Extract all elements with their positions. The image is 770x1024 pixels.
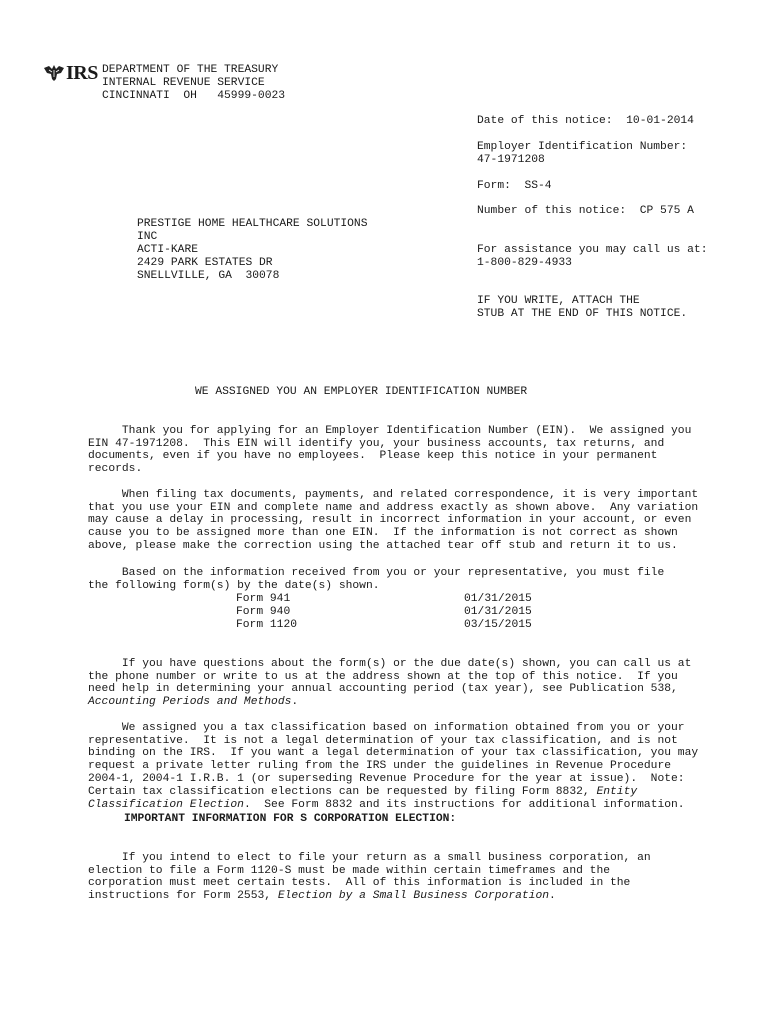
agency-line-2: INTERNAL REVENUE SERVICE: [102, 77, 265, 89]
text-line: When filing tax documents, payments, and related correspondence, it is very important: [88, 488, 699, 501]
paragraph-forms-required: [88, 554, 728, 592]
recipient-line-5: SNELLVILLE, GA 30078: [137, 270, 280, 282]
ein-value: 47-1971208: [477, 154, 545, 166]
recipient-line-2: INC: [137, 231, 158, 243]
text-line: cause you to be assigned more than one EIN. If the information is not correct as shown: [88, 527, 678, 540]
text-line: If you have questions about the form(s) or the due date(s) shown, you can call us at: [88, 657, 692, 670]
recipient-line-3: ACTI-KARE: [137, 244, 199, 256]
paragraph-s-corporation: [88, 839, 728, 903]
paragraph-questions: [88, 645, 728, 709]
text-fragment: .: [291, 696, 299, 709]
text-line: the phone number or write to us at the address shown at the top of this notice. If you: [88, 670, 678, 683]
text-line: [88, 799, 728, 812]
text-line: records.: [88, 463, 143, 476]
notice-heading: WE ASSIGNED YOU AN EMPLOYER IDENTIFICATION NUMBER: [195, 386, 528, 398]
text-line: We assigned you a tax classification based on information obtained from you or your: [88, 721, 685, 734]
form-title-fragment: Entity: [596, 785, 638, 798]
notice-number: Number of this notice: CP 575 A: [477, 205, 694, 217]
notice-date: Date of this notice: 10-01-2014: [477, 115, 694, 127]
form-due-date-1120: 03/15/2015: [464, 619, 532, 631]
text-line: [88, 696, 728, 709]
agency-line-3: CINCINNATI OH 45999-0023: [102, 90, 286, 102]
write-instruction-2: STUB AT THE END OF THIS NOTICE.: [477, 308, 688, 320]
text-fragment: .: [549, 890, 556, 903]
text-line: 2004-1, 2004-1 I.R.B. 1 (or superseding Revenue Procedure for the year at issue). Note:: [88, 772, 685, 785]
text-line: need help in determining your annual accounting period (tax year), see Publication 538,: [88, 683, 678, 696]
text-line: EIN 47-1971208. This EIN will identify you, your business accounts, tax returns, and: [88, 437, 665, 450]
form-name-941: Form 941: [236, 593, 291, 605]
agency-line-1: DEPARTMENT OF THE TREASURY: [102, 64, 279, 76]
assistance-phone: 1-800-829-4933: [477, 257, 572, 269]
text-line: may cause a delay in processing, result in incorrect information in your account, or even: [88, 514, 692, 527]
text-fragment: instructions for Form 2553,: [88, 890, 278, 903]
text-line: representative. It is not a legal determination of your tax classification, and is not: [88, 734, 678, 747]
text-line: election to file a Form 1120-S must be made within certain timeframes and the: [88, 864, 611, 877]
form-name-1120: Form 1120: [236, 619, 298, 631]
text-line: that you use your EIN and complete name and address exactly as shown above. Any variation: [88, 501, 699, 514]
text-fragment: . See Form 8832 and its instructions for additional information.: [243, 798, 685, 811]
irs-eagle-icon: [43, 64, 65, 82]
text-line: If you intend to elect to file your return as a small business corporation, an: [88, 851, 651, 864]
assistance-label: For assistance you may call us at:: [477, 244, 708, 256]
form-line: Form: SS-4: [477, 180, 552, 192]
paragraph-ein-assigned: [88, 412, 728, 476]
irs-logo: [43, 64, 98, 82]
ein-label: Employer Identification Number:: [477, 141, 688, 153]
text-line: above, please make the correction using the attached tear off stub and return it to us.: [88, 539, 678, 552]
text-line: corporation must meet certain tests. All of this information is included in the: [88, 877, 631, 890]
irs-logo-text: IRS: [66, 62, 98, 84]
publication-title: Accounting Periods and Methods: [88, 696, 292, 709]
form-title-fragment: Election by a Small Business Corporation: [277, 890, 549, 903]
s-corporation-heading: IMPORTANT INFORMATION FOR S CORPORATION ELECTION:: [124, 813, 457, 825]
text-fragment: Certain tax classification elections can be requested by filing Form 8832,: [88, 785, 597, 798]
paragraph-filing-documents: [88, 476, 728, 553]
write-instruction-1: IF YOU WRITE, ATTACH THE: [477, 295, 640, 307]
text-line: Thank you for applying for an Employer Identification Number (EIN). We assigned you: [88, 424, 692, 437]
text-line: binding on the IRS. If you want a legal determination of your tax classification, you may: [88, 747, 699, 760]
recipient-line-4: 2429 PARK ESTATES DR: [137, 257, 273, 269]
text-line: documents, even if you have no employees. Please keep this notice in your permanent: [88, 450, 658, 463]
form-name-940: Form 940: [236, 606, 291, 618]
text-line: request a private letter ruling from the IRS under the guidelines in Revenue Procedure: [88, 760, 672, 773]
form-due-date-941: 01/31/2015: [464, 593, 532, 605]
paragraph-tax-classification: [88, 709, 728, 811]
form-due-date-940: 01/31/2015: [464, 606, 532, 618]
text-line: Based on the information received from you or your representative, you must file: [88, 566, 665, 579]
form-title-fragment: Classification Election: [88, 798, 244, 811]
recipient-line-1: PRESTIGE HOME HEALTHCARE SOLUTIONS: [137, 218, 368, 230]
text-line: [88, 890, 728, 903]
text-line: the following form(s) by the date(s) shown.: [88, 579, 380, 592]
text-line: [88, 786, 728, 799]
